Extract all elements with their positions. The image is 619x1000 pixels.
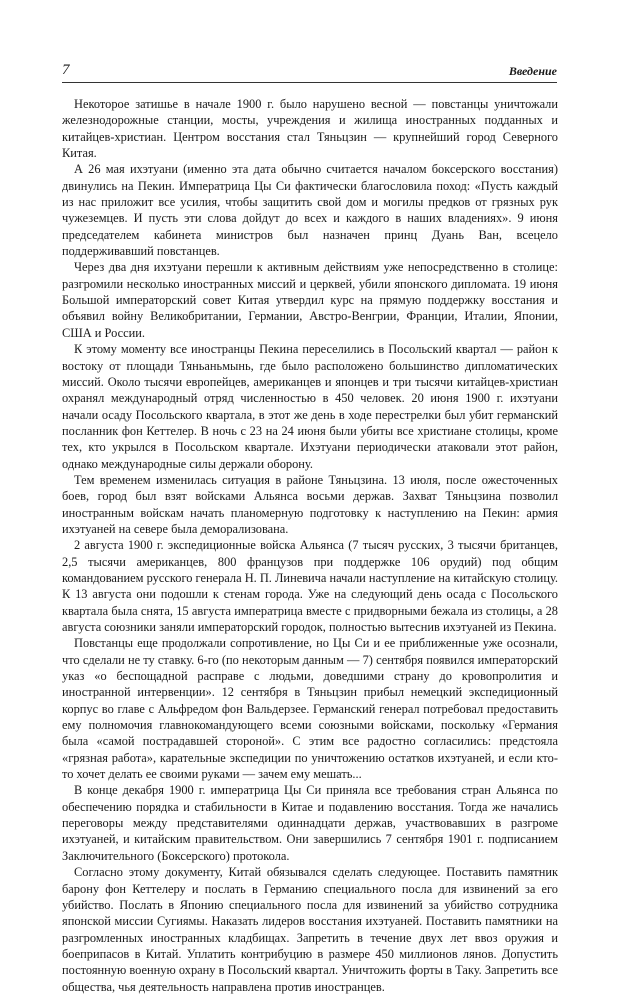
section-title: Введение [508,64,557,78]
paragraph: В конце декабря 1900 г. императрица Цы Си приняла все требования стран Альянса по обеспечению порядка и стабильности в Китае и подавлению восстания. Тогда же начались переговоры между представителями одиннадцати держав, участвовавших в разгроме ихэтуаней, и китайским правительством. Они завершились 7 сентября 1901 г. подписанием Заключительного (Боксерского) протокола. [62,783,558,863]
page-number: 7 [62,62,70,78]
page-header [62,62,557,83]
paragraph: А 26 мая ихэтуани (именно эта дата обычно считается началом боксерского восстания) двинулись на Пекин. Императрица Цы Си фактически благословила поход: «Пусть каждый из нас приложит все усилия, чтобы защитить свой дом и могилы предков от грязных рук чужеземцев. И пусть эти слова дойдут до всех и каждого в наших владениях». 9 июня председателем кабинета министров был назначен принц Дуань Ван, всецело поддерживавший повстанцев. [62,162,558,259]
paragraph: Через два дня ихэтуани перешли к активным действиям уже непосредственно в столице: разгромили несколько иностранных миссий и церквей, убили японского дипломата. 19 июня Большой императорский совет Китая утвердил курс на прямую поддержку восстания и объявил войну Великобритании, Германии, Австро-Венгрии, Франции, Италии, Японии, США и России. [62,260,558,340]
body-text [62,96,558,995]
paragraph: Некоторое затишье в начале 1900 г. было нарушено весной — повстанцы уничтожали железнодорожные станции, мосты, учреждения и жилища иностранных подданных и китайцев-христиан. Центром восстания стал Тяньцзин — крупнейший город Северного Китая. [62,97,558,161]
paragraph: К этому моменту все иностранцы Пекина переселились в Посольский квартал — район к востоку от площади Тяньаньмынь, где было расположено большинство дипломатических миссий. Около тысячи европейцев, американцев и японцев и три тысячи китайцев-христиан охранял международный отряд численностью в 450 человек. 20 июня 1900 г. ихэтуани начали осаду Посольского квартала, в этот же день в ходе перестрелки был убит германский посланник фон Кеттелер. В ночь с 23 на 24 июня были убиты все христиане столицы, кроме тех, кто укрылся в Посольском квартале. Ихэтуани периодически атаковали этот район, однако международные силы держали оборону. [62,342,558,471]
paragraph: 2 августа 1900 г. экспедиционные войска Альянса (7 тысяч русских, 3 тысячи британцев, 2,5 тысячи американцев, 800 французов при поддержке 106 орудий) под общим командованием русского генерала Н. П. Линевича начали наступление на китайскую столицу. К 13 августа они подошли к стенам города. Уже на следующий день осада с Посольского квартала была снята, 15 августа императрица вместе с придворными бежала из столицы, а 28 августа союзники заняли императорский городок, полностью вытеснив ихэтуаней из Пекина. [62,538,558,634]
paragraph: Тем временем изменилась ситуация в районе Тяньцзина. 13 июля, после ожесточенных боев, город был взят войсками Альянса восьми держав. Захват Тяньцзина позволил иностранным войскам начать планомерную подготовку к наступлению на Пекин: армия ихэтуаней на севере была деморализована. [62,472,558,536]
paragraph: Согласно этому документу, Китай обязывался сделать следующее. Поставить памятник барону фон Кеттелеру и послать в Германию специального посла для извинений за его убийство. Послать в Японию специального посла для извинений за убийство сотрудника японской миссии Сугиямы. Наказать лидеров восстания ихэтуаней. Поставить памятники на разгромленных иностранных кладбищах. Запретить в течение двух лет ввоз оружия и боеприпасов в Китай. Уплатить контрибуцию в размере 450 миллионов лянов. Допустить постоянную военную охрану в Посольский квартал. Уничтожить форты в Таку. Запретить все общества, чья деятельность направлена против иностранцев. [62,865,558,994]
paragraph: Повстанцы еще продолжали сопротивление, но Цы Си и ее приближенные уже осознали, что сделали не ту ставку. 6-го (по некоторым данным — 7) сентября появился императорский указ «о беспощадной расправе с людьми, доведшими страну до кровопролития и иностранной интервенции». 12 сентября в Тяньцзин прибыл немецкий экспедиционный корпус во главе с Альфредом фон Вальдерзее. Германский генерал потребовал предоставить ему полномочия главнокомандующего всеми союзными войсками, поскольку «Германия была «самой пострадавшей стороной». С этим все радостно согласились: предстояла «грязная работа», карательные экспедиции по уничтожению остатков ихэтуаней, и если кто-то хочет делать ее своими руками — зачем ему мешать... [62,636,558,782]
